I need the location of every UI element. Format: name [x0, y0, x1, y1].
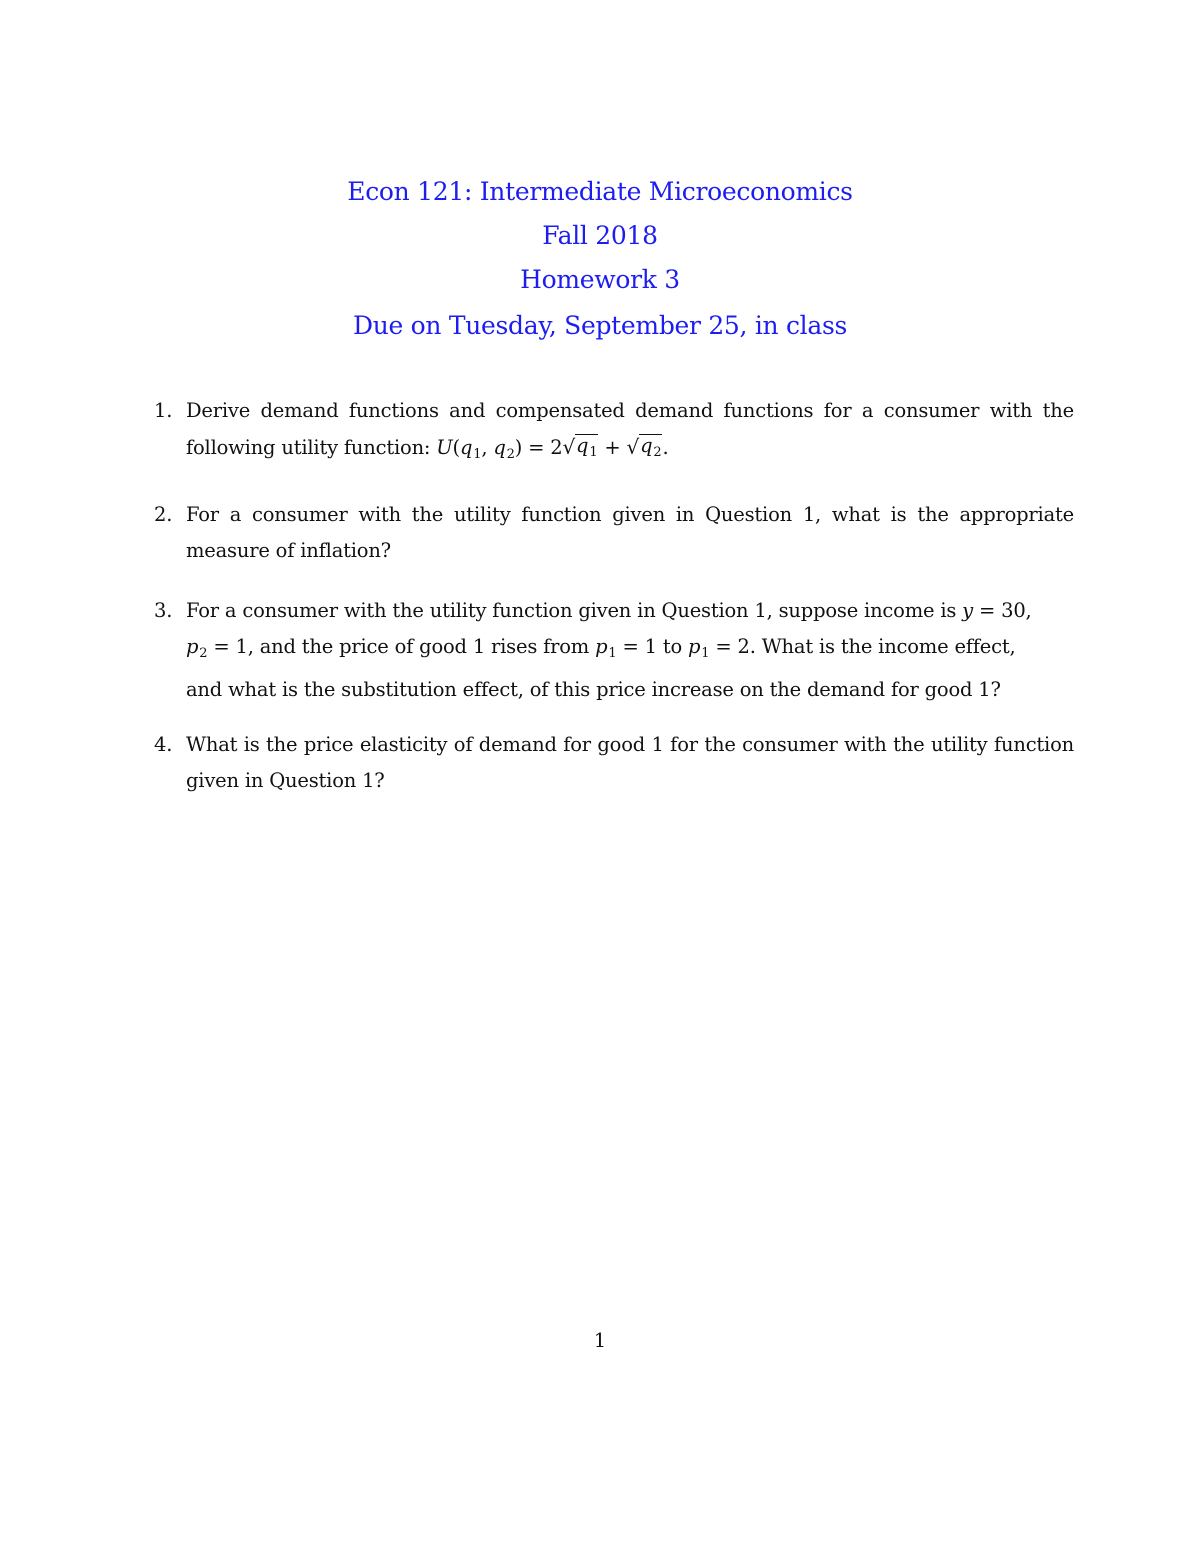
question-text-line: measure of inflation?: [186, 539, 391, 562]
document-header: [0, 170, 1200, 348]
question-text-line: and what is the substitution effect, of this price increase on the demand for good 1?: [186, 678, 1001, 701]
question-text-line: [186, 593, 1074, 629]
formula-equals: =: [528, 436, 545, 459]
income-variable: y: [962, 599, 973, 622]
question-text: = 30,: [973, 599, 1032, 622]
term: Fall 2018: [542, 221, 658, 250]
question-text-line: [186, 429, 1074, 473]
formula-subscript: 1: [589, 445, 598, 460]
question-4: [150, 727, 1074, 799]
formula-comma: ,: [481, 436, 488, 459]
price-variable: p: [688, 635, 701, 658]
price-variable: p: [595, 635, 608, 658]
question-text: = 1 to: [616, 635, 688, 658]
question-2: [150, 497, 1074, 569]
assignment-title: Homework 3: [520, 265, 680, 294]
price-subscript: 1: [701, 646, 710, 661]
formula-subscript: 2: [653, 445, 662, 460]
radical-sign-icon: √: [626, 435, 640, 459]
question-text: = 2. What is the income effect,: [709, 635, 1016, 658]
formula-subscript: 1: [473, 447, 482, 462]
page-number: 1: [593, 1329, 607, 1352]
formula-variable: q: [576, 434, 589, 457]
sqrt-q2: [627, 429, 663, 465]
formula-subscript: 2: [506, 447, 515, 462]
sqrt-q1: [562, 429, 598, 465]
formula-plus: +: [604, 436, 621, 459]
question-text-line: For a consumer with the utility function given in Question 1, what is the appropriate: [186, 503, 1074, 526]
question-text-line: given in Question 1?: [186, 769, 385, 792]
radical-sign-icon: √: [562, 435, 576, 459]
price-variable: p: [186, 635, 199, 658]
utility-formula: $U(q_1$, $q_2) = 2$ √ $q_1$ + √ $q_2$ .: [436, 436, 668, 459]
price-subscript: 2: [199, 646, 208, 661]
due-date: Due on Tuesday, September 25, in class: [352, 311, 848, 340]
question-number: 2.: [154, 503, 173, 526]
formula-variable: q: [640, 434, 653, 457]
question-text-line: Derive demand functions and compensated demand functions for a consumer with the: [186, 399, 1074, 422]
formula-coefficient: 2: [550, 436, 563, 459]
formula-variable: q: [459, 436, 473, 459]
question-number: 4.: [154, 733, 173, 756]
question-text: = 1, and the price of good 1 rises from: [207, 635, 596, 658]
question-text-line: [186, 629, 1074, 672]
formula-period: .: [662, 436, 669, 459]
question-1: [150, 393, 1074, 473]
question-text: For a consumer with the utility function given in Question 1, suppose income is: [186, 599, 963, 622]
price-subscript: 1: [608, 646, 617, 661]
question-text-line: What is the price elasticity of demand for good 1 for the consumer with the utility function: [186, 733, 1074, 756]
question-text: following utility function:: [186, 436, 437, 459]
formula-symbol: U: [436, 436, 453, 459]
question-list: [150, 393, 1074, 799]
question-number: 3.: [154, 599, 173, 622]
question-number: 1.: [154, 399, 173, 422]
question-3: [150, 593, 1074, 708]
formula-variable: q: [493, 436, 506, 459]
course-title: Econ 121: Intermediate Microeconomics: [347, 177, 853, 206]
